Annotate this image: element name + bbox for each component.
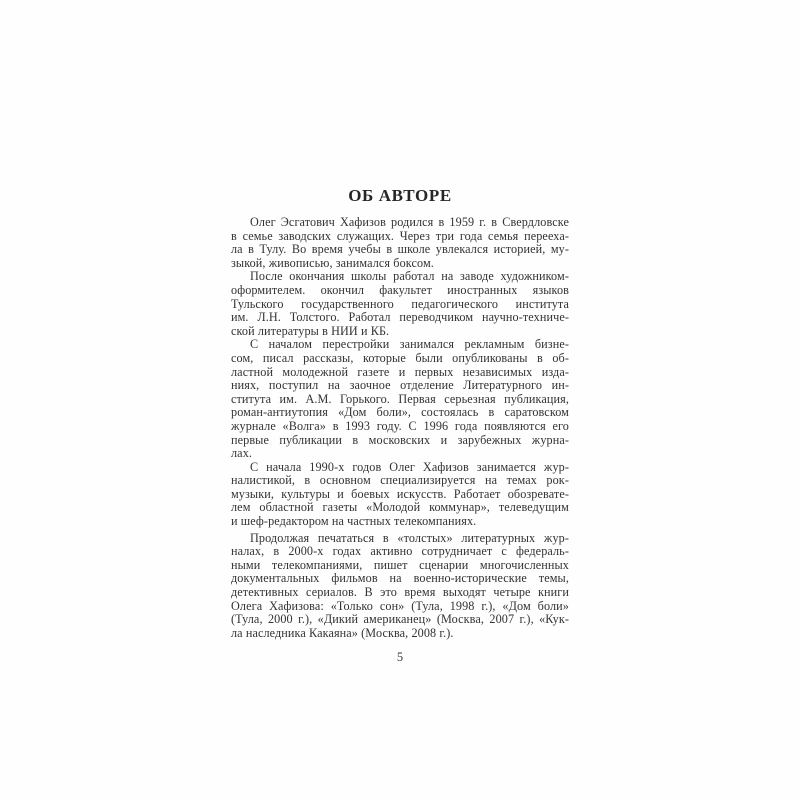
page-title: ОБ АВТОРЕ (348, 186, 452, 205)
text-line: первые публикации в московских и зарубежных журна- (231, 432, 569, 447)
text-line: роман-антиутопия «Дом боли», состоялась в саратовском (231, 405, 569, 420)
text-line: ластной молодежной газете и первых независимых изда- (231, 364, 569, 379)
paragraph (231, 461, 569, 529)
text-line: музыки, культуры и боевых искусств. Работает обозревате- (231, 486, 569, 501)
text-line: налистикой, в основном специализируется на темах рок- (231, 473, 569, 488)
text-line: оформителем. окончил факультет иностранных языков (231, 282, 569, 297)
text-line: После окончания школы работал на заводе художником- (250, 269, 569, 284)
text-line: и шеф-редактором на частных телекомпаниях. (231, 514, 477, 529)
text-line: в семье заводских служащих. Через три года семья перееха- (231, 228, 569, 243)
text-line: Тульского государственного педагогического института (231, 296, 569, 311)
text-line: ла в Тулу. Во время учебы в школе увлекался историей, му- (231, 242, 569, 257)
text-line: ниях, поступил на заочное отделение Литературного ин- (231, 378, 569, 393)
text-line: ститута им. А.М. Горького. Первая серьезная публикация, (231, 391, 569, 406)
text-line: налах, в 2000-х годах активно сотрудничает с федераль- (231, 544, 569, 559)
text-line: Олег Эсгатович Хафизов родился в 1959 г. в Свердловске (250, 215, 569, 229)
paragraph (231, 338, 569, 460)
text-line: Продолжая печататься в «толстых» литературных жур- (250, 530, 569, 545)
text-line: документальных фильмов на военно-исторические темы, (231, 571, 569, 586)
paragraph (231, 270, 569, 338)
page-number: 5 (396, 650, 404, 665)
text-line: зыкой, живописью, занимался боксом. (231, 255, 434, 270)
text-line: (Тула, 2000 г.), «Дикий американец» (Москва, 2007 г.), «Кук- (231, 612, 569, 627)
text-line: лах. (231, 446, 253, 461)
text-line: Олега Хафизова: «Только сон» (Тула, 1998 г.), «Дом боли» (231, 598, 569, 613)
text-line: сом, писал рассказы, которые были опубликованы в об- (231, 350, 569, 365)
text-line: С началом перестройки занимался рекламным бизне- (250, 337, 569, 352)
text-line: им. Л.Н. Толстого. Работал переводчиком научно-техниче- (231, 310, 569, 325)
body-text (231, 216, 569, 640)
paragraph (231, 216, 569, 270)
text-line: С начала 1990-х годов Олег Хафизов занимается жур- (250, 459, 569, 474)
text-line: ской литературы в НИИ и КБ. (231, 323, 390, 338)
text-column (231, 186, 569, 665)
text-line: детективных сериалов. В это время выходят четыре книги (231, 585, 569, 600)
text-line: ла наследника Какаяна» (Москва, 2008 г.). (231, 625, 454, 640)
paragraph (231, 532, 569, 641)
text-line: ными телекомпаниями, пишет сценарии многочисленных (231, 557, 569, 572)
text-line: лем областной газеты «Молодой коммунар», телеведущим (231, 500, 569, 515)
text-line: журнале «Волга» в 1993 году. С 1996 года появляются его (231, 418, 569, 433)
